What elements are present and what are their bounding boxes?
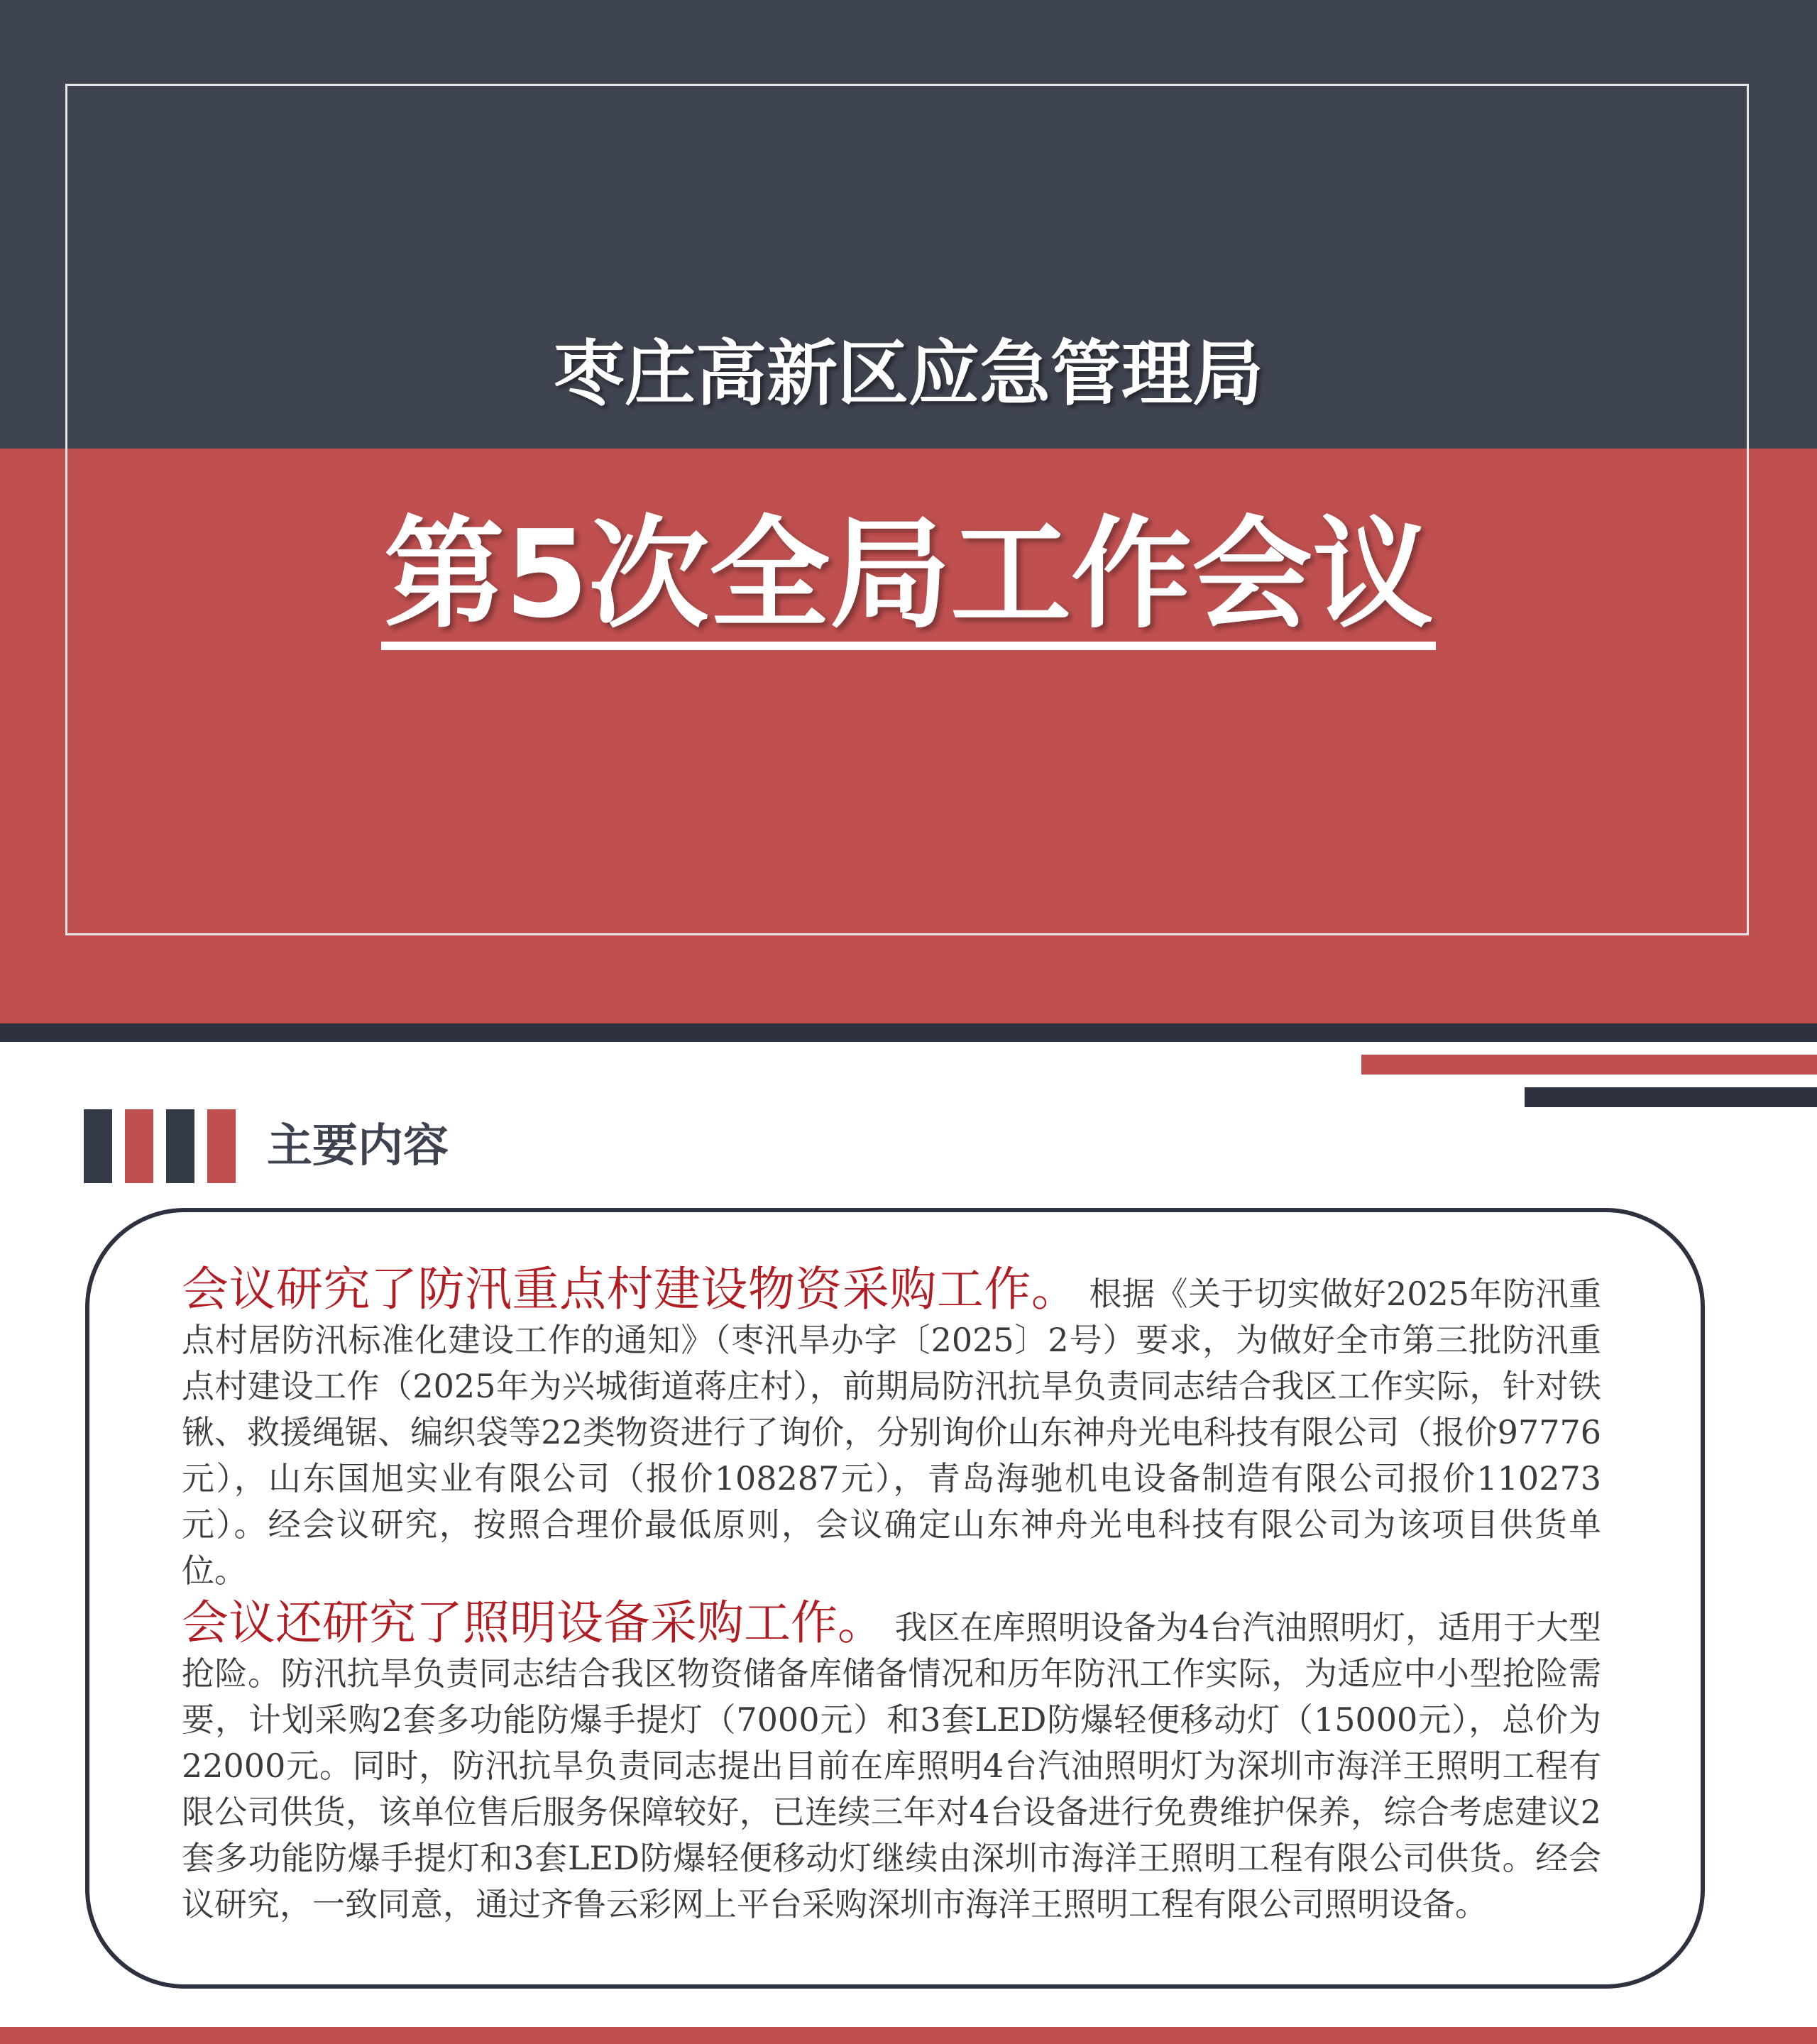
section-marker-bar: [84, 1109, 112, 1183]
decor-dark-stripe: [1525, 1087, 1817, 1107]
content-text: [182, 1262, 1602, 1933]
section-marker-bar: [207, 1109, 236, 1183]
meeting-title-wrap: [0, 505, 1817, 683]
paragraph-2: [182, 1595, 1601, 1928]
paragraph-1-lead: 会议研究了防汛重点村建设物资采购工作。: [182, 1262, 1079, 1317]
organization-name: 枣庄高新区应急管理局: [554, 332, 1263, 415]
meeting-title: 第5次全局工作会议: [381, 511, 1436, 650]
section-title: 主要内容: [267, 1120, 449, 1172]
paragraph-2-body: 我区在库照明设备为4台汽油照明灯，适用于大型抢险。防汛抗旱负责同志结合我区物资储备库储备情况和历年防汛工作实际，为适应中小型抢险需要，计划采购2套多功能防爆手提灯（7000元）和3套LED防爆轻便移动灯（15000元），总价为22000元。同时，防汛抗旱负责同志提出目前在库照明4台汽油照明灯为深圳市海洋王照明工程有限公司供货，该单位售后服务保障较好，已连续三年对4台设备进行免费维护保养，综合考虑建议2套多功能防爆手提灯和3套LED防爆轻便移动灯继续由深圳市海洋王照明工程有限公司供货。经会议研究，一致同意，通过齐鲁云彩网上平台采购深圳市海洋王照明工程有限公司照明设备。: [182, 1608, 1601, 1923]
paragraph-1-body: 根据《关于切实做好2025年防汛重点村居防汛标准化建设工作的通知》（枣汛旱办字〔2025〕2号）要求，为做好全市第三批防汛重点村建设工作（2025年为兴城街道蒋庄村），前期局防汛抗旱负责同志结合我区工作实际，针对铁锹、救援绳锯、编织袋等22类物资进行了询价，分别询价山东神舟光电科技有限公司（报价97776元），山东国旭实业有限公司（报价108287元），青岛海驰机电设备制造有限公司报价110273元）。经会议研究，按照合理价最低原则，会议确定山东神舟光电科技有限公司为该项目供货单位。: [182, 1275, 1602, 1590]
footer-red-band: [0, 2027, 1817, 2044]
paragraph-2-lead: 会议还研究了照明设备采购工作。: [182, 1595, 885, 1650]
header-divider: [0, 1023, 1817, 1042]
decor-red-stripe: [1361, 1055, 1817, 1075]
section-marker-bar: [166, 1109, 194, 1183]
paragraph-1: [182, 1262, 1602, 1594]
section-marker-bar: [125, 1109, 153, 1183]
